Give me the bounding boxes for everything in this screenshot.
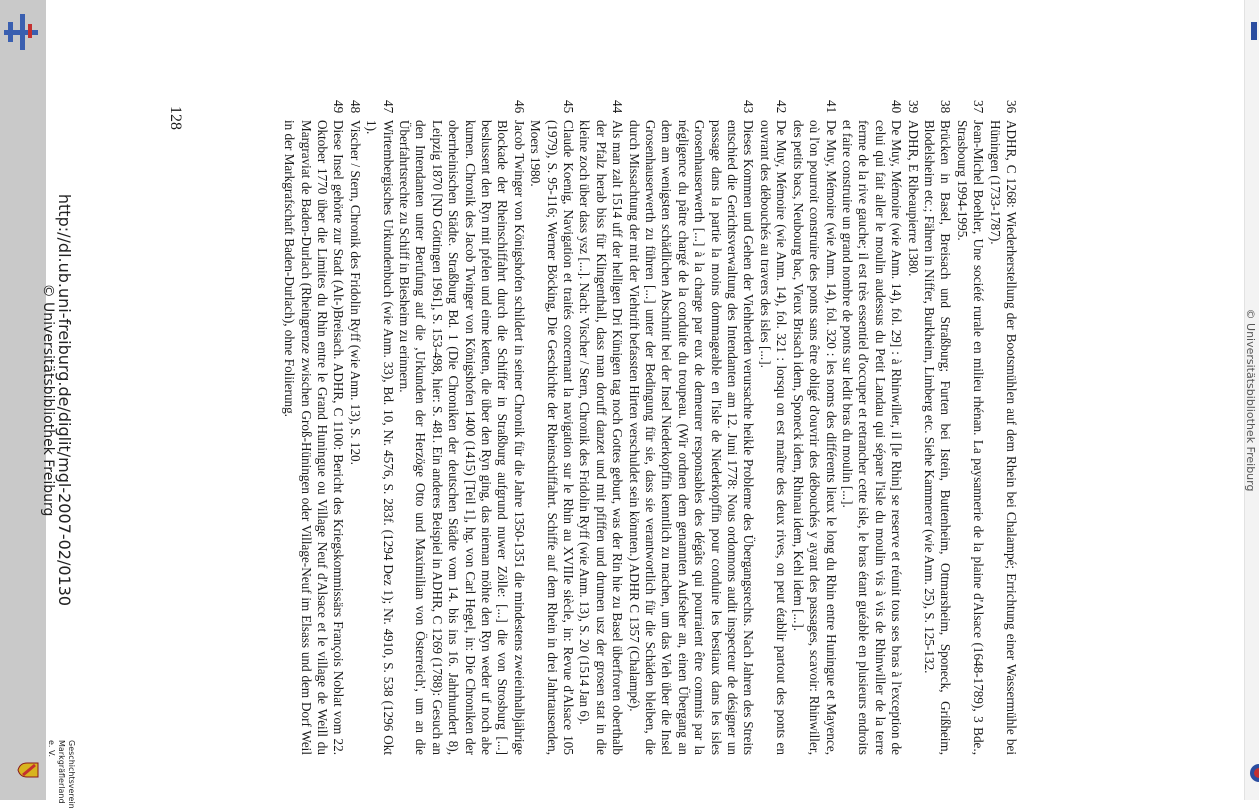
- footnote-text: Diese Insel gehörte zur Stadt (Alt-)Breisach. ADHR, C 1100: Bericht des Kriegskommissärs François Noblat vom 22. Oktober 1770 über die Limites du Rhin entre le Grand Huningue ou Village Neuf d'Alsace et le village de Weill du Margraviat de Baden-Durlach (Rheingrenze zwischen Groß-Hüningen oder Village-Neuf im Elsass und dem Dorf Weil in der Markgrafschaft Baden-Durlach), ohne Foliierung.: [282, 120, 347, 755]
- rotated-document-page: [40, 0, 1259, 809]
- footnote-number: 41: [823, 100, 839, 114]
- page-number: 128: [167, 106, 184, 130]
- footnote-40: [839, 100, 905, 755]
- footnote-number: 43: [741, 100, 757, 114]
- publisher-label: Geschichtsverein Markgräflerland e. V.: [47, 740, 76, 809]
- footnotes-block: [281, 100, 1019, 755]
- footnote-text: De Muy, Mémoire (wie Anm. 14), fol. 320 : les noms des différents lieux le long du Rhin entre Huningue et Mayence, où l'on pourroit construire des ponts sans être obligé d'ouvrir des débouchés y ayant des passages, scavoir: Rhinwiller, des petits bacs, Neubourg bac, Vieux Brisach idem, Sponeck idem, Rhinau idem, Kehl idem [...].: [790, 120, 839, 755]
- footnote-38: [921, 100, 954, 755]
- footnote-text: Claude Koenig, Navigation et traités concernant la navigation sur le Rhin au XVIIIe siècle, in: Revue d'Alsace 105 (1979), S. 95-116; Werner Böcking, Die Geschichte der Rheinschiffahrt. Schiffe auf dem Rhein in drei Jahrtausenden, Moers 1980.: [528, 120, 577, 755]
- footnote-48: [346, 100, 362, 755]
- footnote-47: [363, 100, 396, 755]
- footnote-text: Wirtembergisches Urkundenbuch (wie Anm. 33), Bd. 10, Nr. 4576, S. 283f. (1294 Dez 1); Nr. 4910, S. 538 (1296 Okt 1).: [364, 120, 396, 755]
- footnote-46: [396, 100, 527, 755]
- footnote-36: [986, 100, 1019, 755]
- footnote-number: 37: [971, 100, 987, 114]
- footnote-41: [789, 100, 838, 755]
- footnote-text: De Muy, Mémoire (wie Anm. 14), fol. 29] : à Rhinwiller, il [le Rhin] se reserve et réunit tous ses bras à l'exception de celui qui fait aller le moulin audessus du Petit Landau qui sépare l'isle du moulin vis à vis de Rhinwiller de la terre ferme de la rive gauche; il est très essentiel d'occuper et retrancher cette isle, le bras étant guéable en plusieurs endroits et faire construire un grand nombre de ponts sur ledit bras du moulin [...].: [839, 120, 905, 755]
- footnote-text: Dieses Kommen und Gehen der Viehherden verursachte heikle Probleme des Übergangsrechts. Nach Jahren des Streits entschied die Gerichtsverwaltung des Intendanten am 12. Juni 1778: Nous ordonnons audit inspecteur de désigner un passage dans la partie la moins dommageable en l'isle de Niederkopffin pour conduire les bestiaux dans les isles Grosenhauserwerth [...] à la charge par eux de demeurer responsables des dégâts qui pourraient être commis par la négligence du pâtre chargé de la conduite du troupeau. (Wir ordnen dem genannten Aufseher an, einen Übergang an dem am wenigsten schädlichen Abschnitt bei der Insel Niederkopffin kenntlich zu machen, um das Vieh über die Insel Grosenhauserwerth zu führen [...] unter der Bedingung für sie, dass sie verantwortlich für die Schäden bleiben, die durch Missachtung der mit der Viehtrift befassten Hirten verschuldet sein könnten.) ADHR C 1357 (Chalampé).: [626, 120, 757, 755]
- footnote-number: 39: [905, 100, 921, 114]
- footnote-text: Vischer / Stern, Chronik des Fridolin Ryff (wie Anm. 13), S. 120.: [347, 120, 363, 465]
- footnote-text: Als man zalt 1514 uff der helligen Dri Künigen tag noch Gottes geburt, was der Rin hie zu Basel überfroren oberthalb der Pfalz herab biss für Klingenthall, dass man doruff danzet und mit pfiffen und drumen usz der grosen stat in die kleine zoch über dass ysz [...]. Nach: Vischer / Stern, Chronik des Fridolin Ryff (wie Anm. 13), S. 20 (1514 Jan 6).: [577, 120, 626, 755]
- footnote-37: [953, 100, 986, 755]
- footnote-text: ADHR, E Ribeaupierre 1380.: [905, 120, 921, 277]
- footnote-number: 44: [610, 100, 626, 114]
- footnote-number: 47: [380, 100, 396, 114]
- footnote-45: [527, 100, 576, 755]
- footnote-text: Brücken in Basel, Breisach und Straßburg; Furten bei Istein, Buttenheim, Ottmarsheim, Sponeck, Grißheim, Blodelsheim etc.; Fähren in Niffer, Burkheim, Limberg etc. Siehe Kammerer (wie Anm. 25), S. 125-132.: [921, 120, 954, 755]
- footnote-text: Jean-Michel Boehler, Une société rurale en milieu rhénan. La paysannerie de la plaine d'Alsace (1648-1789), 3 Bde., Strasbourg 1994-1995.: [954, 120, 987, 755]
- footnote-43: [625, 100, 756, 755]
- footnote-number: 48: [347, 100, 363, 114]
- footer-copyright: © Universitätsbibliothek Freiburg: [40, 283, 56, 517]
- footnote-44: [576, 100, 625, 755]
- footnote-number: 49: [331, 100, 347, 114]
- viewer-logo-icon: [2, 10, 40, 52]
- footnote-number: 40: [889, 100, 905, 114]
- footnote-number: 42: [774, 100, 790, 114]
- footnote-text: De Muy, Mémoire (wie Anm. 14), fol. 321 : lorsqu on est maître des deux rives, on peut établir partout des ponts en ouvrant des débouchés au travers des isles [...].: [757, 120, 790, 755]
- footnote-text: Jacob Twinger von Königshofen schildert in seiner Chronik für die Jahre 1350-1351 die mindestens zweieinhalbjährige Blockade der Rheinschiffahrt durch die Schiffer in Straßburg aufgrund nuwer Zölle: [...] die von Strosburg [...] beslussent den Ryn mit pfelen und eime ketten, die über den Ryn ging, das nieman möhte den Ryn weder uf noch abe kumen. Chronik des Jacob Twinger von Königshofen 1400 (1415) [Teil 1], hg. von Carl Hegel, in: Die Chroniken der oberrheinischen Städte. Straßburg Bd. 1 (Die Chroniken der deutschen Städte vom 14. bis ins 16. Jahrhundert 8), Leipzig 1870 [ND Göttingen 1961], S. 153-498, hier: S. 481. Ein anderes Beispiel in ADHR, C 1269 (1788): Gesuch an den Intendanten unter Berufung auf die ‚Urkunden der Herzöge Otto und Maximilian von Österreich', um an die Überfahrtsrechte zu Schiff in Biesheim zu erinnern.: [396, 120, 527, 755]
- publisher-crest-icon: [17, 762, 39, 778]
- footnote-42: [757, 100, 790, 755]
- header-watermark: © Universitätsbibliothek Freiburg: [1244, 308, 1257, 492]
- footer-url-link[interactable]: http://dl.ub.uni-freiburg.de/diglit/mgl-2007-02/0130: [55, 193, 74, 607]
- footnote-number: 36: [1004, 100, 1019, 114]
- footnote-number: 45: [561, 100, 577, 114]
- footnote-text: ADHR, C 1268: Wiederherstellung der Bootsmühlen auf dem Rhein bei Chalampé; Errichtung einer Wassermühle bei Hüningen (1733-1787).: [987, 120, 1019, 755]
- footnote-number: 38: [938, 100, 954, 114]
- footnote-number: 46: [511, 100, 527, 114]
- footnote-39: [904, 100, 920, 755]
- footnote-49: [281, 100, 347, 755]
